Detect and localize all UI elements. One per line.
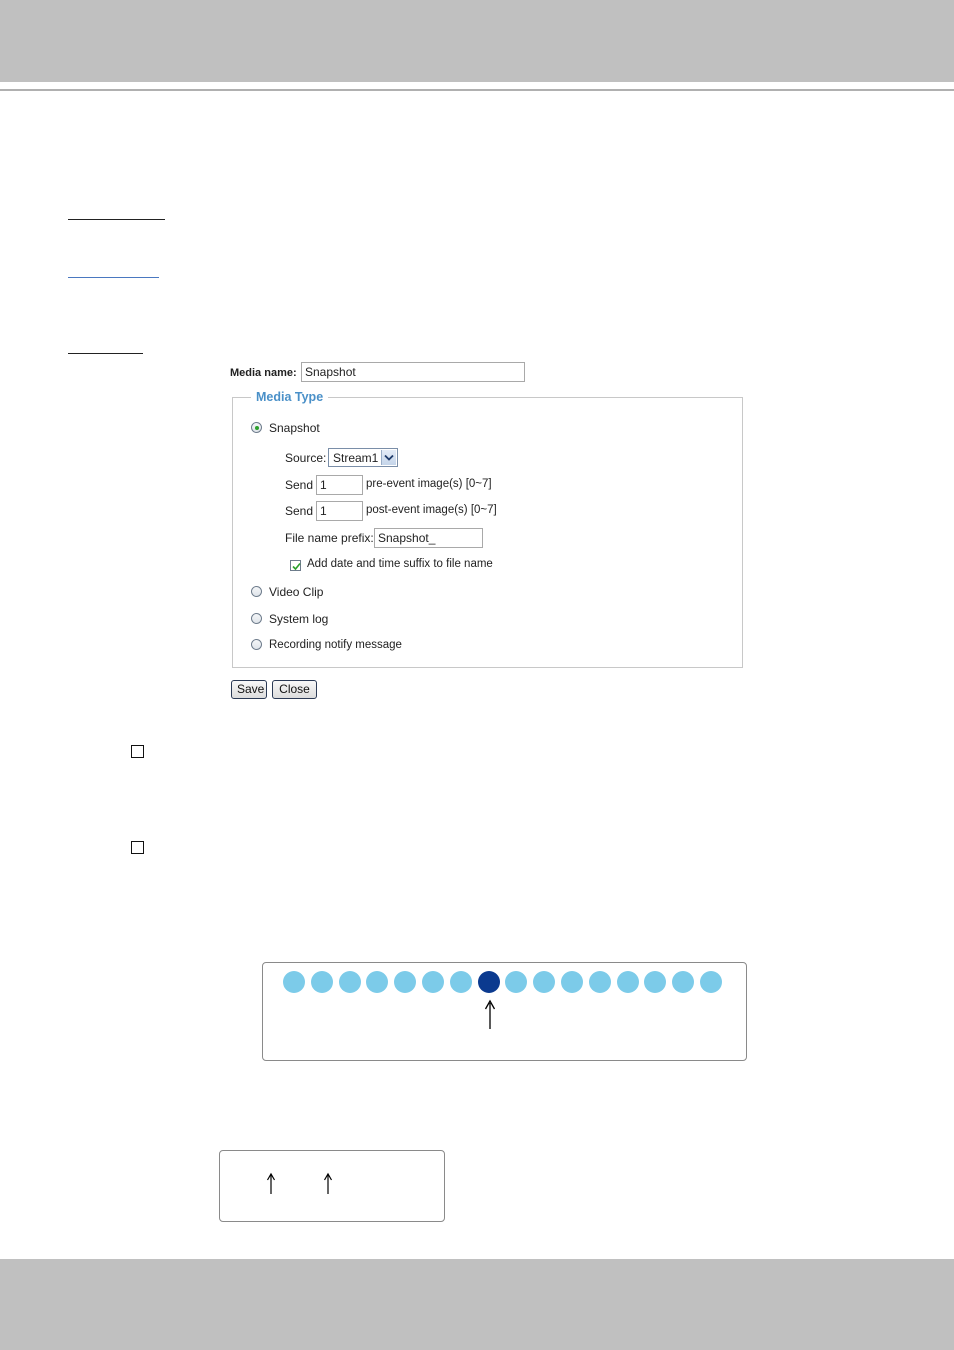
date-suffix-checkbox[interactable]: [290, 560, 301, 571]
date-suffix-label: Add date and time suffix to file name: [307, 558, 493, 570]
page-header-rule: [0, 89, 954, 91]
frame-dot: [339, 971, 361, 993]
video-clip-label: Video Clip: [269, 585, 324, 599]
frame-dot: [700, 971, 722, 993]
pre-event-input[interactable]: 1: [316, 475, 363, 495]
file-prefix-label: File name prefix:: [285, 531, 374, 545]
arrow-up-icon-2: [323, 1173, 333, 1195]
source-select[interactable]: [328, 448, 398, 467]
snapshot-label: Snapshot: [269, 421, 320, 435]
file-prefix-input[interactable]: Snapshot_: [374, 528, 483, 548]
post-event-input[interactable]: 1: [316, 501, 363, 521]
bullet-square-icon-2: [131, 841, 144, 854]
section-heading-underline-2: [68, 353, 143, 354]
snapshot-radio[interactable]: [251, 422, 262, 433]
media-type-legend: Media Type: [251, 390, 328, 404]
video-clip-radio[interactable]: [251, 586, 262, 597]
page-header-band: [0, 0, 954, 82]
send-post-label: Send: [285, 504, 314, 518]
chevron-down-icon[interactable]: [381, 450, 396, 465]
current-frame-arrow-icon: [484, 1000, 496, 1030]
recording-notify-label: Recording notify message: [269, 639, 402, 651]
system-log-radio[interactable]: [251, 613, 262, 624]
media-name-input[interactable]: Snapshot: [301, 362, 525, 382]
send-pre-label: Send: [285, 478, 314, 492]
source-select-value: Stream1: [333, 451, 379, 465]
frame-dot: [422, 971, 444, 993]
page-footer-band: [0, 1259, 954, 1350]
close-button[interactable]: Close: [272, 680, 317, 699]
frame-dot: [283, 971, 305, 993]
arrow-up-icon: [266, 1173, 276, 1195]
frame-dot: [450, 971, 472, 993]
save-button[interactable]: Save: [231, 680, 267, 699]
section-link-underline: [68, 277, 159, 278]
frame-dot: [617, 971, 639, 993]
system-log-label: System log: [269, 612, 329, 626]
current-frame-dot: [478, 971, 500, 993]
section-heading-underline: [68, 219, 165, 220]
bullet-square-icon: [131, 745, 144, 758]
post-event-label: post-event image(s) [0~7]: [366, 504, 497, 516]
frame-dot: [589, 971, 611, 993]
pre-event-label: pre-event image(s) [0~7]: [366, 478, 492, 490]
source-label: Source:: [285, 451, 327, 465]
frame-dot: [311, 971, 333, 993]
frame-dot: [561, 971, 583, 993]
recording-notify-radio[interactable]: [251, 639, 262, 650]
media-name-label: Media name:: [230, 367, 297, 379]
